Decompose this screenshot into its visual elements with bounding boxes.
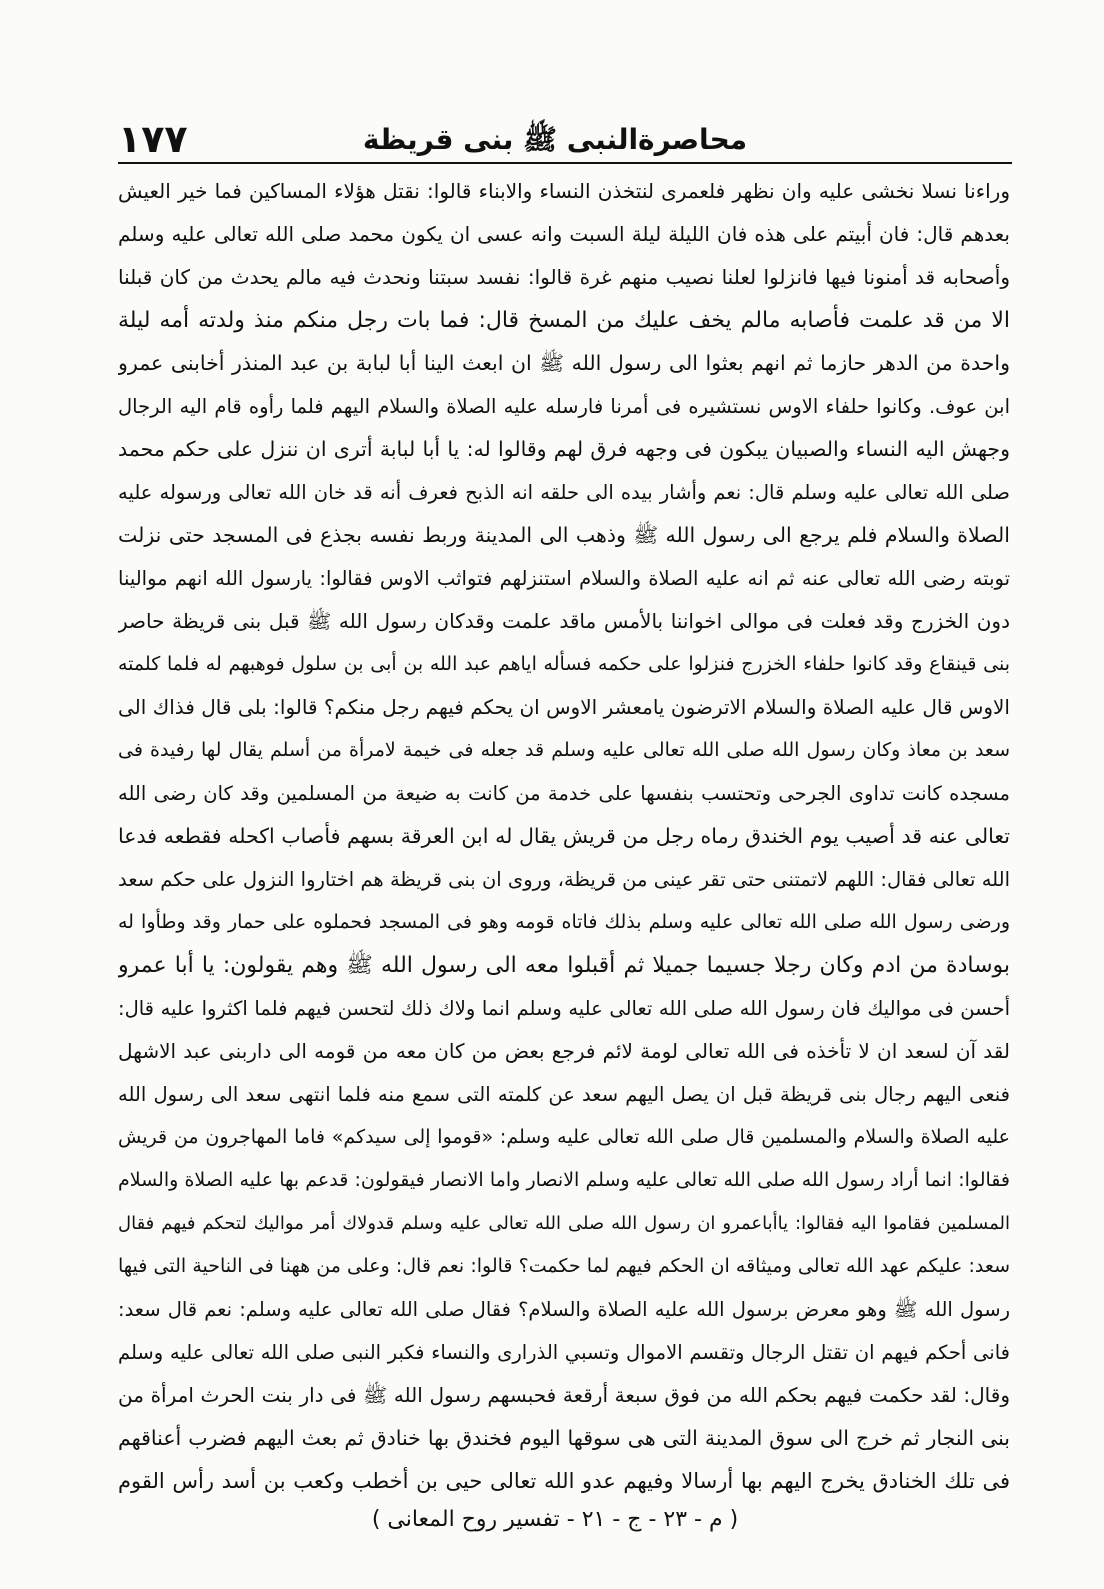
header-divider [118, 162, 1012, 164]
text-line: الله تعالى فقال: اللهم لاتمتنى حتى تقر عينى من قريظة، وروى ان بنى قريظة هم اختاروا النزول على حكم سعد [118, 868, 1010, 891]
text-line: واحدة من الدهر حازما ثم انهم بعثوا الى رسول الله ﷺ ان ابعث الينا أبا لبابة بن عبد المنذر أخابنى عمرو [118, 351, 1010, 375]
text-line: ورضى رسول الله صلى الله تعالى عليه وسلم بذلك فاتاه قومه وهو فى المسجد فحملوه على حمار وقد وطأوا له [118, 911, 1010, 933]
body-text [118, 170, 1010, 1503]
text-line: عليه الصلاة والسلام والمسلمين قال صلى الله تعالى عليه وسلم: «قوموا إلى سيدكم» فاما المهاجرون من قريش [118, 1126, 1010, 1148]
footer-reference: ( م - ٢٣ - ج - ٢١ - تفسير روح المعانى ) [371, 1507, 739, 1532]
text-line: بعدهم قال: فان أبيتم على هذه فان الليلة ليلة السبت وانه عسى ان يكون محمد صلى الله تعالى عليه وسلم [118, 222, 1010, 246]
text-line: فانى أحكم فيهم ان تقتل الرجال وتقسم الاموال وتسبي الذرارى والنساء فكبر النبى صلى الله تعالى عليه وسلم [118, 1341, 1010, 1364]
text-line: الا من قد علمت فأصابه مالم يخف عليك من المسخ قال: فما بات رجل منكم منذ ولدته أمه ليلة [118, 308, 1010, 333]
text-line: وقال: لقد حكمت فيهم بحكم الله من فوق سبعة أرقعة فحبسهم رسول الله ﷺ فى دار بنت الحرث امرأة من [118, 1383, 1010, 1407]
text-line: تعالى عنه قد أصيب يوم الخندق رماه رجل من قريش يقال له ابن العرقة بسهم فأصاب اكحله فقطعه فدعا [118, 824, 1010, 848]
text-line: أحسن فى مواليك فان رسول الله صلى الله تعالى عليه وسلم انما ولاك ذلك لتحسن فيهم فلما اكثروا عليه قال: [118, 997, 1010, 1020]
text-line: توبته رضى الله تعالى عنه ثم انه عليه الصلاة والسلام استنزلهم فتواثب الاوس فقالوا: يارسول الله انهم موالينا [118, 567, 1010, 590]
text-line: المسلمين فقاموا اليه فقالوا: ياأباعمرو ان رسول الله صلى الله تعالى عليه وسلم قدولاك أمر مواليك لتحكم فيهم فقال [118, 1213, 1010, 1234]
text-line: سعد: عليكم عهد الله تعالى وميثاقه ان الحكم فيهم لما حكمت؟ قالوا: نعم قال: وعلى من ههنا فى الناحية التى فيها [118, 1255, 1010, 1277]
text-line: فنعى اليهم رجال بنى قريظة قبل ان يصل اليهم سعد عن كلمته التى سمع منه فلما انتهى سعد الى رسول الله [118, 1083, 1010, 1106]
text-line: دون الخزرج وقد فعلت فى موالى اخواننا بالأمس ماقد علمت وقدكان رسول الله ﷺ قبل بنى قريظة حاصر [118, 609, 1010, 633]
text-line: الصلاة والسلام فلم يرجع الى رسول الله ﷺ وذهب الى المدينة وربط نفسه بجذع فى المسجد حتى نزلت [118, 523, 1010, 547]
page-number: ١٧٧ [118, 117, 188, 161]
text-line: صلى الله تعالى عليه وسلم قال: نعم وأشار بيده الى حلقه انه الذبح فعرف أنه قد خان الله تعالى ورسوله عليه [118, 481, 1010, 504]
text-line: فى تلك الخنادق يخرج اليهم بها أرسالا وفيهم عدو الله تعالى حيى بن أخطب وكعب بن أسد رأس القوم [118, 1469, 1010, 1493]
text-line: بوسادة من ادم وكان رجلا جسيما جميلا ثم أقبلوا معه الى رسول الله ﷺ وهم يقولون: يا أبا عمرو [118, 953, 1010, 978]
text-line: فقالوا: انما أراد رسول الله صلى الله تعالى عليه وسلم الانصار واما الانصار فيقولون: قدعم بها عليه الصلاة والسلام [118, 1169, 1010, 1191]
text-line: مسجده كانت تداوى الجرحى وتحتسب بنفسها على خدمة من كانت به ضيعة من المسلمين وقد كان رضى الله [118, 782, 1010, 805]
text-line: وراءنا نسلا نخشى عليه وان نظهر فلعمرى لنتخذن النساء والابناء قالوا: نقتل هؤلاء المساكين فما خير العيش [118, 179, 1010, 203]
running-header-title: محاصرةالنبى ﷺ بنى قريظة [362, 123, 748, 156]
text-line: وجهش اليه النساء والصبيان يبكون فى وجهه فرق لهم وقالوا له: يا أبا لبابة أترى ان ننزل على حكم محمد [118, 437, 1010, 461]
text-line: ابن عوف. وكانوا حلفاء الاوس نستشيره فى أمرنا فارسله عليه الصلاة والسلام اليهم فلما رأوه قام اليه الرجال [118, 395, 1010, 418]
text-line: الاوس قال عليه الصلاة والسلام الاترضون يامعشر الاوس ان يحكم فيهم رجل منكم؟ قالوا: بلى قال فذاك الى [118, 695, 1010, 719]
text-line: بنى النجار ثم خرج الى سوق المدينة التى هى سوقها اليوم فخندق بها خنادق ثم بعث اليهم فضرب أعناقهم [118, 1426, 1010, 1450]
text-line: وأصحابه قد أمنونا فيها فانزلوا لعلنا نصيب منهم غرة قالوا: نفسد سبتنا ونحدث فيه مالم يحدث من كان قبلنا [118, 265, 1010, 289]
text-line: لقد آن لسعد ان لا تأخذه فى الله تعالى لومة لائم فرجع بعض من كان معه من قومه الى داربنى عبد الاشهل [118, 1039, 1010, 1063]
text-line: رسول الله ﷺ وهو معرض برسول الله عليه الصلاة والسلام؟ فقال صلى الله تعالى عليه وسلم: نعم قال سعد: [118, 1298, 1010, 1321]
text-line: سعد بن معاذ وكان رسول الله صلى الله تعالى عليه وسلم قد جعله فى خيمة لامرأة من أسلم يقال لها رفيدة فى [118, 739, 1010, 761]
text-line: بنى قينقاع وقد كانوا حلفاء الخزرج فنزلوا على حكمه فسأله اياهم عبد الله بن أبى بن سلول فوهبهم له فلما كلمته [118, 653, 1010, 675]
